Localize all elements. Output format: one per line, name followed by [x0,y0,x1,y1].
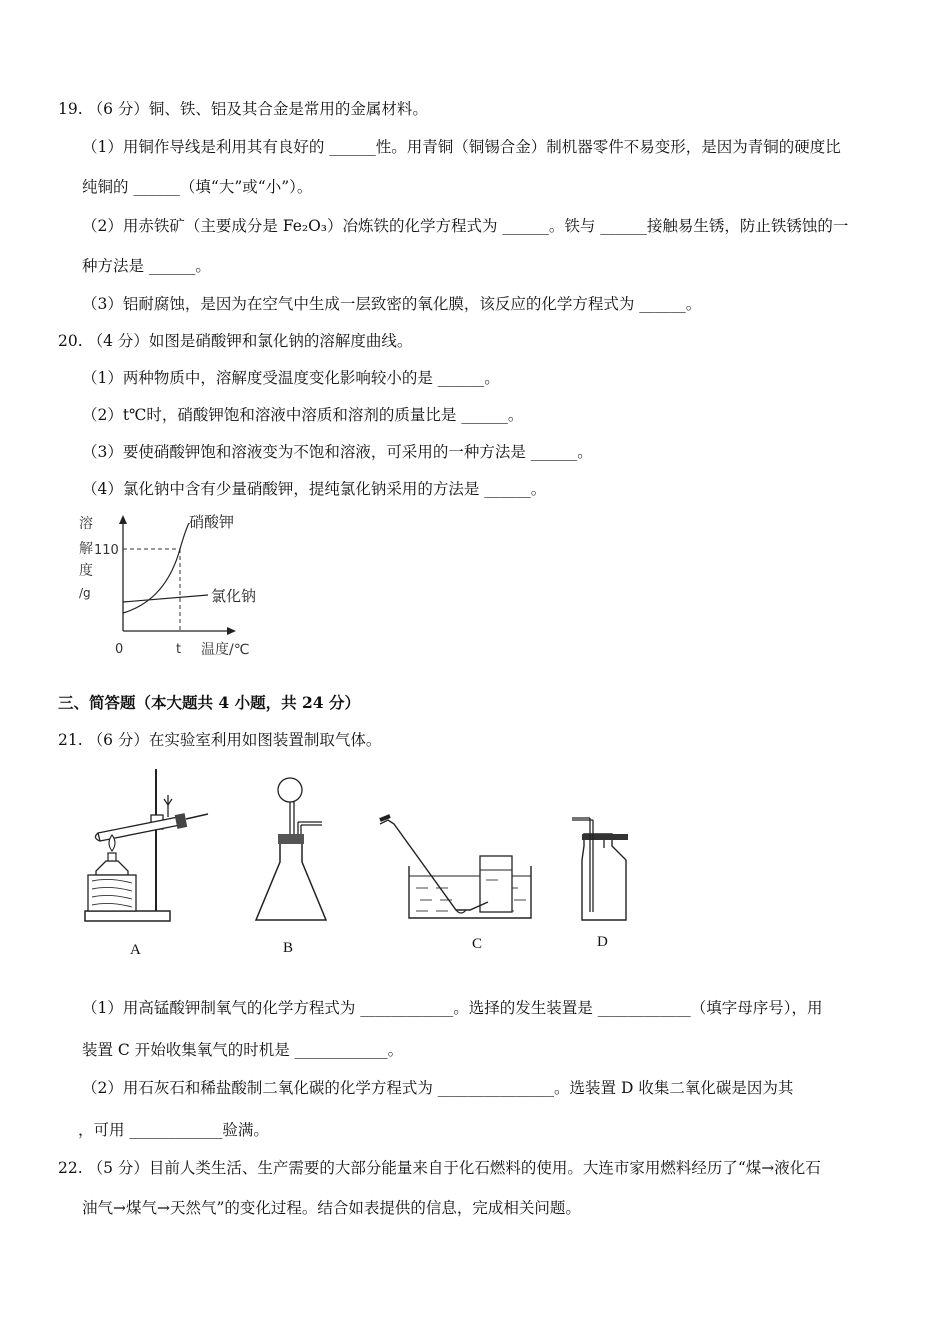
section3-title: 三、简答题（本大题共 4 小题，共 24 分） [58,693,360,712]
q20-part3: （3）要使硝酸钾饱和溶液变为不饱和溶液，可采用的一种方法是 ______。 [82,443,593,461]
solubility-graph [70,505,280,665]
graph-ylabel-3: 度 [79,563,93,579]
label-d: D [597,934,608,950]
q19-part1-line1: （1）用铜作导线是利用其有良好的 ______性。用青铜（铜锡合金）制机器零件不易变形，是因为青铜的硬度比 [82,138,841,156]
graph-xlabel: 温度/℃ [201,642,250,658]
q20-heading: 20. （4 分）如图是硝酸钾和氯化钠的溶解度曲线。 [58,332,413,350]
apparatus-d [568,812,638,922]
apparatus-a [80,765,210,930]
q19-heading: 19. （6 分）铜、铁、铝及其合金是常用的金属材料。 [58,100,428,118]
apparatus-c [376,810,536,925]
graph-x-arrow [227,627,236,635]
q21-part2-line2: ，可用 ____________验满。 [78,1121,269,1139]
graph-y-arrow [119,515,127,524]
graph-ylabel-1: 溶 [79,516,93,532]
label-a: A [130,942,141,958]
label-b: B [283,940,294,956]
graph-origin: 0 [115,642,124,657]
q20-part4: （4）氯化钠中含有少量硝酸钾，提纯氯化钠采用的方法是 ______。 [82,480,547,498]
q19-part2-line1: （2）用赤铁矿（主要成分是 Fe₂O₃）冶炼铁的化学方程式为 ______。铁与 ______接触易生锈，防止铁锈蚀的一 [82,217,849,235]
q21-part1-line2: 装置 C 开始收集氧气的时机是 ____________。 [82,1041,404,1059]
curve-nacl [123,595,208,602]
label-nacl: 氯化钠 [211,587,257,605]
q19-part2-line2: 种方法是 ______。 [82,257,211,275]
q19-part3: （3）铝耐腐蚀，是因为在空气中生成一层致密的氧化膜，该反应的化学方程式为 ______。 [82,295,702,313]
q20-part1: （1）两种物质中，溶解度受温度变化影响较小的是 ______。 [82,369,500,387]
apparatus-b [248,772,338,927]
q19-part1-line2: 纯铜的 ______（填“大”或“小”）。 [82,178,313,196]
q22-heading-line1: 22. （5 分）目前人类生活、生产需要的大部分能量来自于化石燃料的使用。大连市家用燃料经历了“煤→液化石 [58,1159,821,1177]
q21-part1-line1: （1）用高锰酸钾制氧气的化学方程式为 ____________。选择的发生装置是 ____________（填字母序号），用 [82,999,823,1017]
label-c: C [472,936,483,952]
graph-x-tick: t [176,642,182,657]
graph-ylabel-2: 解 [79,541,93,557]
q22-heading-line2: 油气→煤气→天然气”的变化过程。结合如表提供的信息，完成相关问题。 [82,1199,581,1217]
q21-heading: 21. （6 分）在实验室利用如图装置制取气体。 [58,731,382,749]
graph-ylabel-4: /g [79,586,91,600]
q21-part2-line1: （2）用石灰石和稀盐酸制二氧化碳的化学方程式为 _______________。选装置 D 收集二氧化碳是因为其 [82,1079,794,1097]
graph-y-tick: 110 [94,543,119,558]
label-kno3: 硝酸钾 [189,513,235,531]
q20-part2: （2）t℃时，硝酸钾饱和溶液中溶质和溶剂的质量比是 ______。 [82,406,524,424]
